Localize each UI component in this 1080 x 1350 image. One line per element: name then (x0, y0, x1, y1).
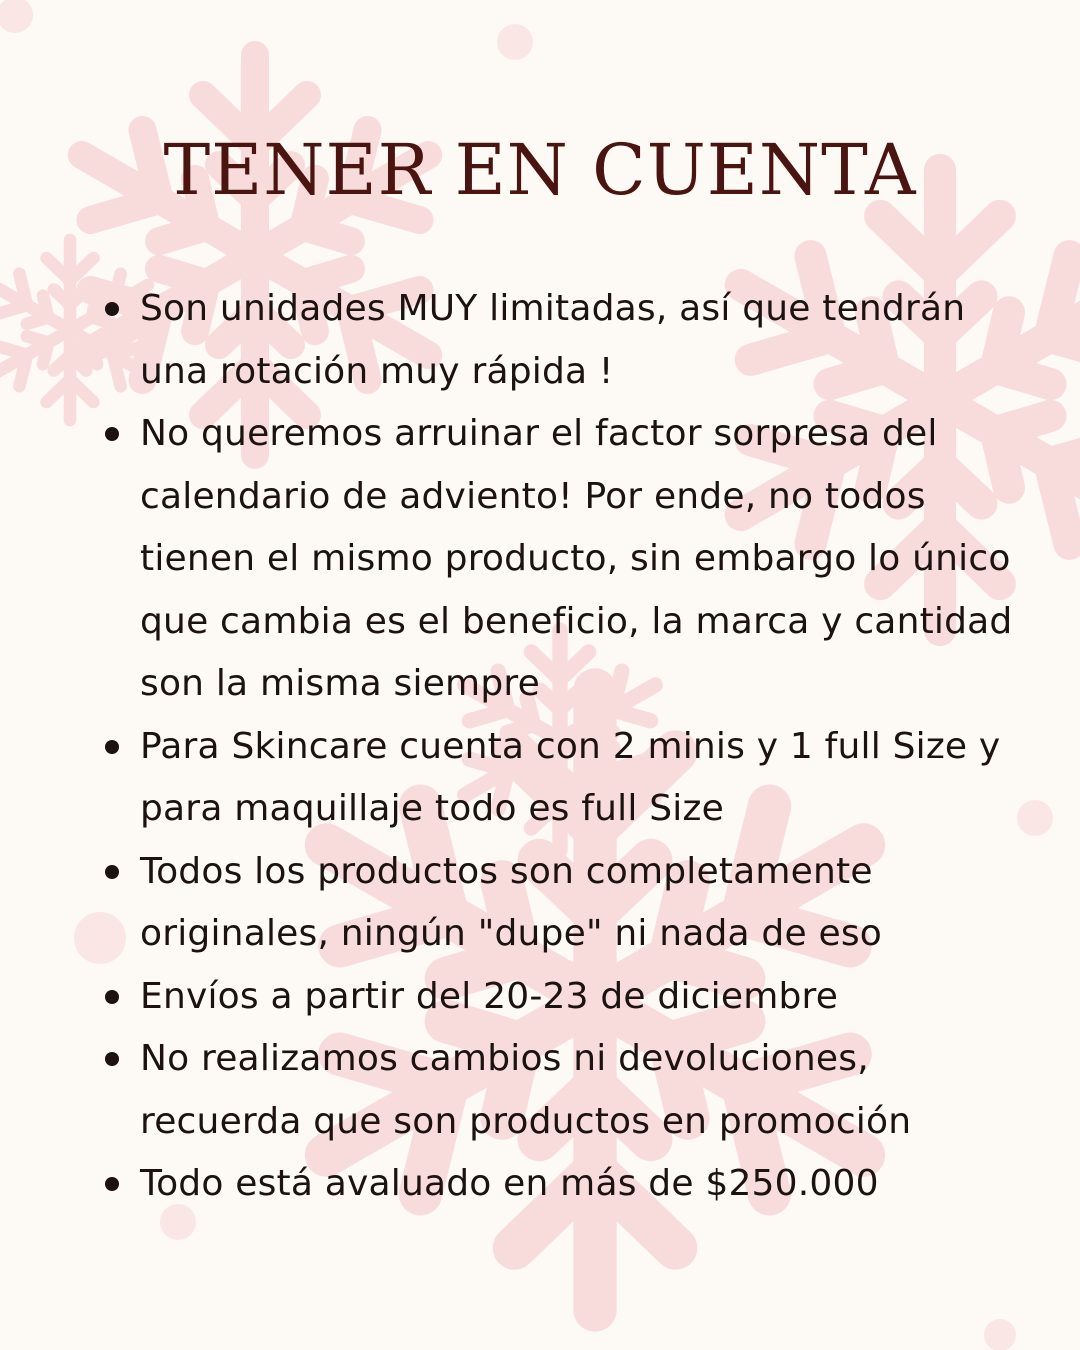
list-item (105, 966, 1030, 1029)
bullet-dot-icon (105, 990, 119, 1004)
list-item (105, 1153, 1030, 1216)
note-text: Para Skincare cuenta con 2 minis y 1 full Size y para maquillaje todo es full Size (140, 725, 1001, 829)
list-item (105, 403, 1030, 716)
note-text: No queremos arruinar el factor sorpresa del calendario de adviento! Por ende, no todos tienen el mismo producto, sin embargo lo único que cambia es el beneficio, la marca y cantidad son la misma siempre (140, 413, 1013, 704)
note-text: Son unidades MUY limitadas, así que tendrán una rotación muy rápida ! (140, 288, 966, 392)
bullet-dot-icon (105, 1052, 119, 1066)
bullet-dot-icon (105, 865, 119, 879)
page-title: TENER EN CUENTA (163, 129, 917, 211)
note-text: Todos los productos son completamente originales, ningún "dupe" ni nada de eso (140, 850, 883, 954)
bullet-dot-icon (105, 740, 119, 754)
bullet-dot-icon (105, 1177, 119, 1191)
notes-list (105, 278, 1030, 1216)
note-text: No realizamos cambios ni devoluciones, recuerda que son productos en promoción (140, 1038, 912, 1142)
list-item (105, 716, 1030, 841)
bullet-dot-icon (105, 427, 119, 441)
list-item (105, 278, 1030, 403)
list-item (105, 1028, 1030, 1153)
note-text: Envíos a partir del 20-23 de diciembre (140, 975, 839, 1017)
note-text: Todo está avaluado en más de $250.000 (140, 1163, 879, 1204)
bullet-dot-icon (105, 302, 119, 316)
list-item (105, 841, 1030, 966)
